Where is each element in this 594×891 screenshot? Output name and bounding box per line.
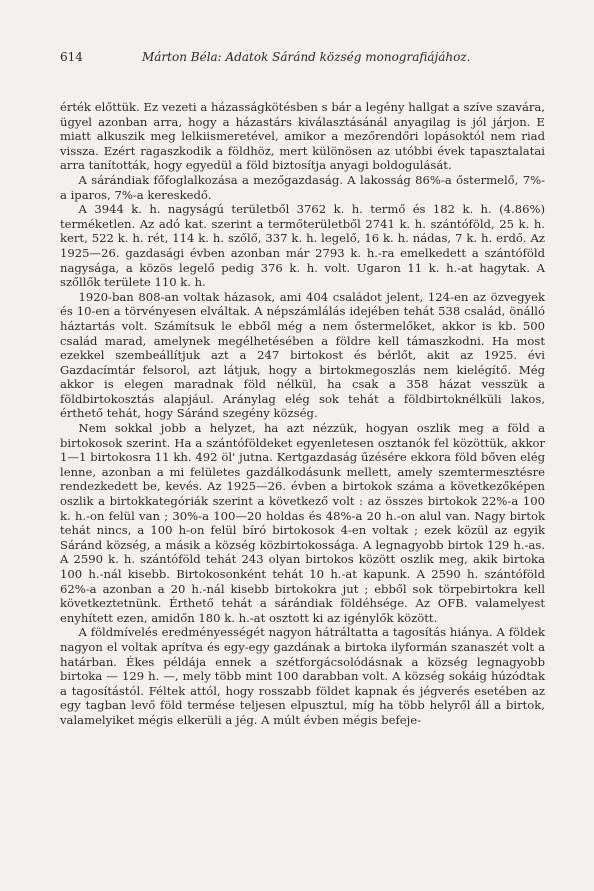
paragraph: érték előttük. Ez vezeti a házasságkötésben s bár a legény hallgat a szíve szavára, ügyel azonban arra, hogy a házastárs kiválasztásánál anyagilag is jól járjon. E miatt alkuszik meg lelkiismeretével, amikor a mezőrendőri lopásoktól nem riad vissza. Ezért ragaszkodik a földhöz, mert különösen az utóbbi évek tapasztalatai arra tanították, hogy egyedül a föld biztosítja anyagi boldogulását.	[60, 100, 545, 173]
paragraph: Nem sokkal jobb a helyzet, ha azt nézzük, hogyan oszlik meg a föld a birtokosok szerint. Ha a szántóföldeket egyenletesen osztanók fel közöttük, akkor 1—1 birtokosra 11 kh. 492 öl' jutna. Kertgazdaság űzésére ekkora föld bőven elég lenne, azonban a mi felületes gazdálkodásunk mellett, amely szemtermesztésre rendezkedett be, kevés. Az 1925—26. évben a birtokok száma a következőképen oszlik a birtokkategóriák szerint a következő volt : az összes birtokok 22%-a 100 k. h.-on felül van ; 30%-a 100—20 holdas és 48%-a 20 h.-on alul van. Nagy birtok tehát nincs, a 100 h-on felül bíró birtokosok 4-en voltak ; ezek közül az egyik Sáránd község, a másik a község közbirtokossága. A legnagyobb birtok 129 h.-as. A 2590 k. h. szántóföld tehát 243 olyan birtokos között oszlik meg, akik birtoka 100 h.-nál kisebb. Birtokosonként tehát 10 h.-at kapunk. A 2590 h. szántóföld 62%-a azonban a 20 h.-nál kisebb birtokokra jut ; ebből sok törpebirtokra kell következtetnünk. Érthető tehát a sárándiak földéhsége. Az OFB. valamelyest enyhített ezen, amidőn 180 k. h.-at osztott ki az igénylők között.	[60, 421, 545, 625]
paragraph: A 3944 k. h. nagyságú területből 3762 k. h. termő és 182 k. h. (4.86%) terméketlen. Az adó kat. szerint a termőterületből 2741 k. h. szántóföld, 25 k. h. kert, 522 k. h. rét, 114 k. h. szőlő, 337 k. h. legelő, 16 k. h. nádas, 7 k. h. erdő. Az 1925—26. gazdasági évben azonban már 2793 k. h.-ra emelkedett a szántóföld nagysága, a közös legelő pedig 376 k. h. volt. Ugaron 11 k. h.-at hagytak. A szőllők területe 110 k. h.	[60, 202, 545, 290]
paragraph: A földmívelés eredményességét nagyon hátráltatta a tagosítás hiánya. A földek nagyon el voltak aprítva és egy-egy gazdának a birtoka ilyformán szanaszét volt a határban. Ékes példája ennek a szétforgácsolódásnak a község legnagyobb birtoka — 129 h. —, mely több mint 100 darabban volt. A község sokáig húzódtak a tagosítástól. Féltek attól, hogy rosszabb földet kapnak és jégverés esetében az egy tagban levő föld termése teljesen elpusztul, míg ha több helyről áll a birtok, valamelyiket mégis elkerüli a jég. A múlt évben mégis befeje-	[60, 625, 545, 727]
running-title: Márton Béla: Adatok Sáránd község monografiájához.	[142, 50, 471, 64]
body-text	[60, 100, 545, 728]
paragraph: A sárándiak főfoglalkozása a mezőgazdaság. A lakosság 86%-a őstermelő, 7%-a iparos, 7%-a kereskedő.	[60, 172, 545, 202]
page-number: 614	[60, 50, 83, 64]
paragraph: 1920-ban 808-an voltak házasok, ami 404 családot jelent, 124-en az özvegyek és 10-en a törvényesen elváltak. A népszámlálás idejében tehát 538 család, önálló háztartás volt. Számítsuk le ebből még a nem őstermelőket, akkor is kb. 500 család marad, amelynek megélhetésében a földre kell támaszkodni. Ha most ezekkel szembeállítjuk azt a 247 birtokost és bérlőt, akit az 1925. évi Gazdacímtár felsorol, azt látjuk, hogy a birtokmegoszlás nem kielégítő. Még akkor is elegen maradnak föld nélkül, ha csak a 358 házat vesszük a földbirtokosztás alapjául. Aránylag elég sok tehát a földbirtoknélküli lakos, érthető tehát, hogy Sáránd szegény község.	[60, 289, 545, 421]
